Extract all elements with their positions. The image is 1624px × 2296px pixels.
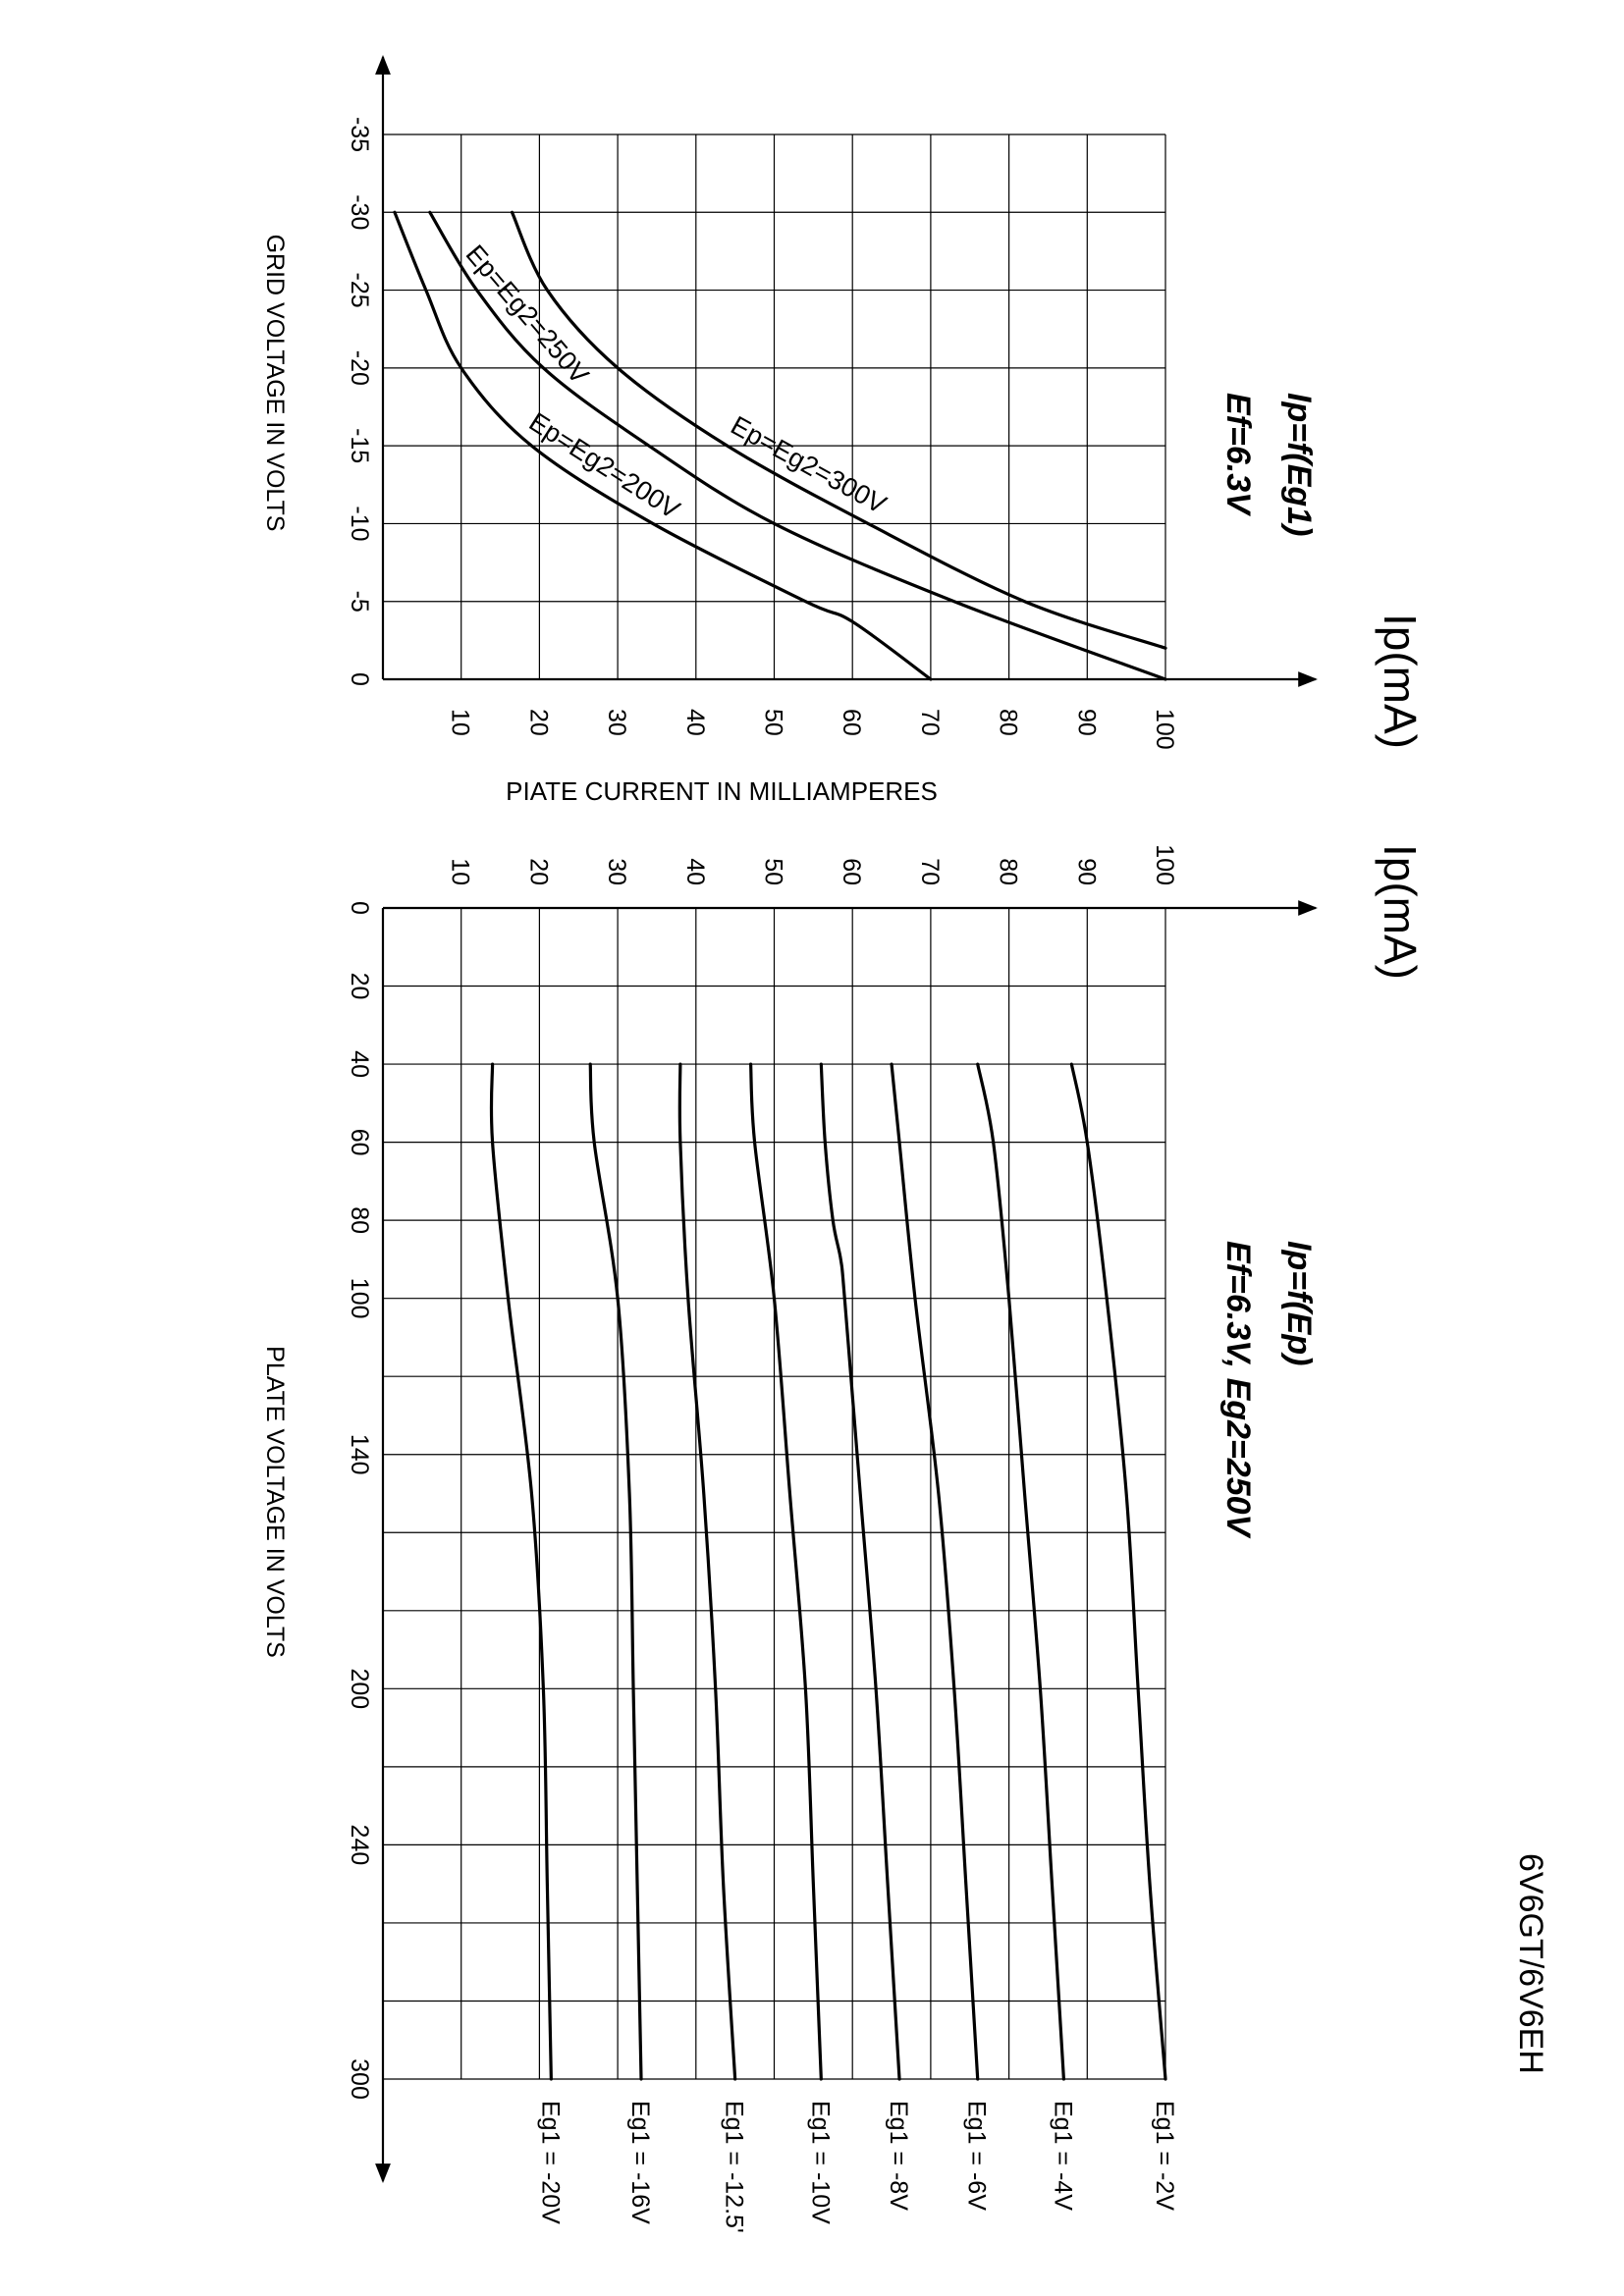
- part-number: 6V6GT/6V6EH: [1512, 1853, 1549, 2074]
- c1-current-tick-label: 80: [994, 709, 1022, 736]
- c2-current-tick-label: 60: [838, 858, 866, 885]
- c2-grid: [383, 908, 1165, 2079]
- c1-current-tick-label: 10: [446, 709, 474, 736]
- c2-current-tick-label: 50: [759, 858, 787, 885]
- c1-voltage-tick-label: -35: [346, 116, 373, 153]
- c2-series-end-label: Eg1 = -2V: [1151, 2101, 1178, 2211]
- c1-current-tick-label: 30: [603, 709, 631, 736]
- c1-axis-title: Ip(mA): [1375, 614, 1426, 749]
- c2-current-tick-label: 20: [524, 858, 553, 885]
- c2-current-tick-label: 100: [1151, 844, 1178, 885]
- c1-voltage-tick-label: -5: [346, 590, 373, 613]
- c1-grid: [383, 134, 1165, 679]
- c1-current-tick-label: 70: [915, 709, 944, 736]
- c2-current-tick-label: 10: [446, 858, 474, 885]
- c2-voltage-tick-label: 0: [346, 901, 373, 915]
- c2-series-eg1-2v: [1071, 1064, 1165, 2079]
- c2-series-end-label: Eg1 = -20V: [536, 2101, 565, 2224]
- c1-ylabel: PIATE CURRENT IN MILLIAMPERES: [506, 776, 938, 806]
- c1-current-tick-label: 60: [838, 709, 866, 736]
- c2-current-tick-label: 90: [1072, 858, 1101, 885]
- c1-voltage-tick-label: 0: [346, 672, 373, 686]
- plate-characteristic-chart: [261, 844, 1426, 2233]
- c2-current-tick-label: 40: [680, 858, 709, 885]
- c2-series-eg1-20v: [491, 1064, 551, 2079]
- c2-xlabel: PLATE VOLTAGE IN VOLTS: [261, 1346, 289, 1658]
- c2-voltage-tick-label: 200: [346, 1668, 373, 1710]
- c1-current-tick-label: 40: [680, 709, 709, 736]
- c2-series-labels: [536, 2101, 1178, 2233]
- c1-current-tick-label: 50: [759, 709, 787, 736]
- c1-voltage-tick-label: -25: [346, 272, 373, 308]
- c1-series-label: Ep=Eg2=200V: [523, 406, 685, 525]
- c1-current-tick-label: 20: [524, 709, 553, 736]
- c1-voltage-tick-label: -30: [346, 194, 373, 231]
- c2-voltage-tick-label: 40: [346, 1050, 373, 1078]
- c2-series-eg1-16v: [590, 1064, 641, 2079]
- c1-voltage-tick-label: -15: [346, 428, 373, 464]
- c1-voltage-tick-label: -20: [346, 349, 373, 386]
- c1-series-label: Ep=Eg2=300V: [726, 410, 892, 520]
- c2-voltage-tick-label: 80: [346, 1206, 373, 1235]
- c1-subtitle: Ef=6.3V: [1219, 393, 1257, 514]
- c2-series-end-label: Eg1 = -10V: [806, 2101, 835, 2224]
- c2-series-eg1-4v: [978, 1064, 1064, 2079]
- c2-series-end-label: Eg1 = -4V: [1049, 2101, 1077, 2211]
- c2-series-eg1-8v: [821, 1064, 899, 2079]
- c2-voltage-tick-label: 20: [346, 972, 373, 1000]
- c2-curves: [491, 1064, 1165, 2079]
- c1-voltage-tick-label: -10: [346, 506, 373, 542]
- c2-voltage-tick-label: 100: [346, 1277, 373, 1319]
- c2-voltage-tick-label: 60: [346, 1128, 373, 1156]
- c2-voltage-tick-label: 300: [346, 2058, 373, 2100]
- c1-series-label: Ep=Eg2=250V: [460, 239, 595, 390]
- c1-current-tick-label: 90: [1072, 709, 1101, 736]
- c1-current-tick-label: 100: [1151, 709, 1178, 750]
- c2-series-eg1-6v: [892, 1064, 978, 2079]
- c2-current-tick-label: 70: [915, 858, 944, 885]
- c2-title: Ip=f(Ep): [1280, 1241, 1318, 1366]
- c2-series-end-label: Eg1 = -8V: [885, 2101, 913, 2211]
- c1-xlabel: GRID VOLTAGE IN VOLTS: [261, 234, 289, 532]
- c2-series-eg1-10v: [751, 1064, 822, 2079]
- c2-series-end-label: Eg1 = -12.5': [720, 2101, 748, 2233]
- transfer-characteristic-chart: [261, 57, 1426, 806]
- c2-series-eg1-12-5: [679, 1064, 734, 2079]
- c2-current-tick-label: 80: [994, 858, 1022, 885]
- c2-voltage-tick-label: 140: [346, 1433, 373, 1475]
- c2-subtitle: Ef=6.3V, Eg2=250V: [1219, 1241, 1257, 1537]
- c2-voltage-tick-label: 240: [346, 1824, 373, 1866]
- c2-current-tick-label: 30: [603, 858, 631, 885]
- c2-series-end-label: Eg1 = -16V: [626, 2101, 655, 2224]
- c2-series-end-label: Eg1 = -6V: [962, 2101, 991, 2211]
- c1-title: Ip=f(Eg1): [1280, 393, 1318, 537]
- c1-series-ep-eg2-300v: [513, 212, 1165, 648]
- c2-axis-title: Ip(mA): [1375, 844, 1426, 980]
